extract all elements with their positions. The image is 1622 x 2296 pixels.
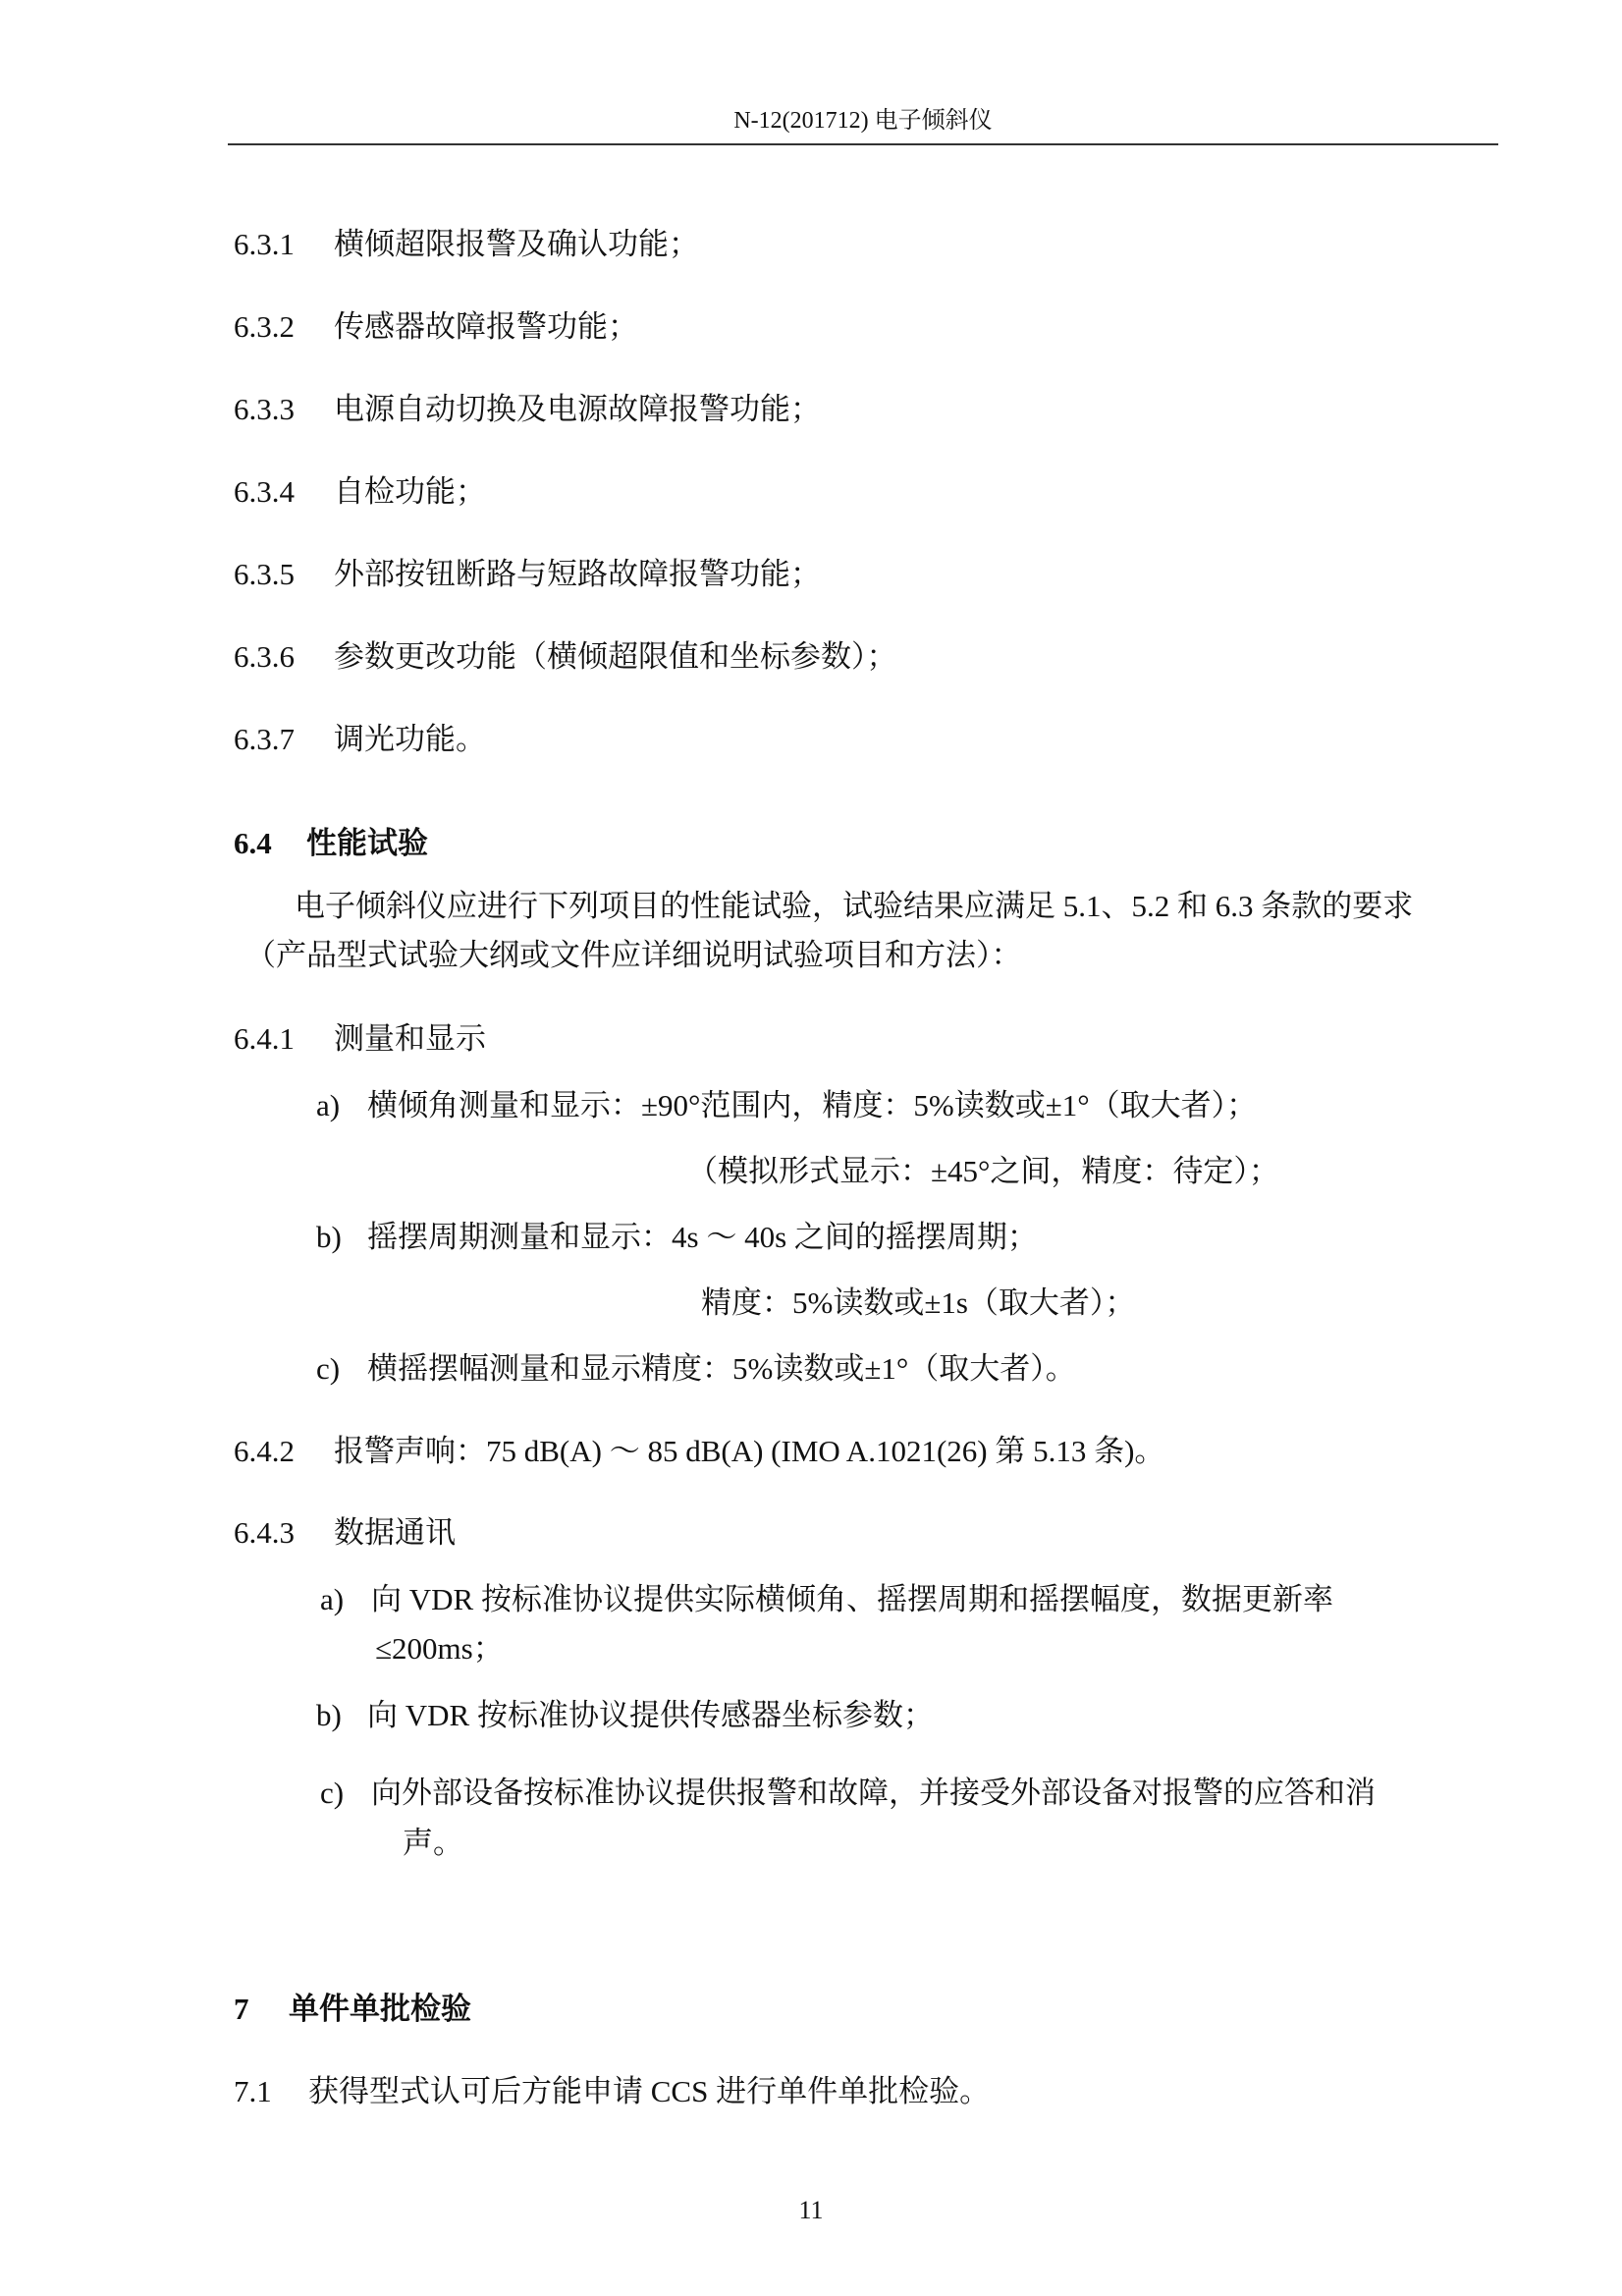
list-label: a) [320,1582,345,1616]
clause-6-3-3 [234,390,821,429]
list-text: 向 VDR 按标准协议提供传感器坐标参数； [367,1698,934,1732]
list-label: c) [320,1776,345,1810]
list-label: b) [316,1220,342,1254]
clause-text: 电源自动切换及电源故障报警功能； [334,392,821,426]
list-text: 横摇摆幅测量和显示精度：5%读数或±1°（取大者）。 [367,1351,1076,1386]
clause-number: 6.3.5 [234,557,295,591]
header-divider [228,143,1498,145]
clause-number: 6.4.2 [234,1434,295,1468]
list-item-6-4-1-c [316,1349,1076,1389]
clause-number: 6.3.2 [234,309,295,344]
list-text: 向 VDR 按标准协议提供实际横倾角、摇摆周期和摇摆幅度，数据更新率 [371,1582,1333,1616]
clause-text: 横倾超限报警及确认功能； [334,227,699,261]
clause-number: 7.1 [234,2074,272,2108]
clause-text: 外部按钮断路与短路故障报警功能； [334,557,821,591]
list-item-6-4-1-a-continuation: （模拟形式显示：±45°之间，精度：待定）； [687,1154,1279,1188]
section-title: 性能试验 [306,826,428,860]
clause-number: 6.3.6 [234,639,295,674]
clause-text: 参数更改功能（横倾超限值和坐标参数）； [334,639,897,674]
clause-number: 6.4.1 [234,1021,295,1056]
list-item-6-4-1-a [316,1086,1257,1125]
clause-6-3-2 [234,307,638,347]
clause-6-3-7 [234,720,486,759]
clause-text: 报警声响：75 dB(A) ～ 85 dB(A) (IMO A.1021(26) 第 5.13 条)。 [334,1434,1165,1468]
list-item-6-4-3-a [320,1580,1333,1619]
clause-6-3-6 [234,637,897,677]
clause-6-3-1 [234,225,699,264]
clause-text: 调光功能。 [334,722,486,756]
chapter-number: 7 [234,1992,249,2026]
list-label: c) [316,1351,341,1386]
list-text: 向外部设备按标准协议提供报警和故障，并接受外部设备对报警的应答和消 [371,1776,1376,1810]
clause-text: 传感器故障报警功能； [334,309,638,344]
clause-number: 6.4.3 [234,1515,295,1550]
list-item-6-4-3-b [316,1696,934,1735]
page-number: 11 [798,2196,824,2224]
clause-6-4-3 [234,1513,456,1553]
clause-7-1 [234,2072,990,2111]
list-item-6-4-3-c-continuation: 声。 [403,1826,463,1860]
list-item-6-4-3-c [320,1774,1376,1813]
section-number: 6.4 [234,826,272,860]
section-heading-6-4 [234,824,428,863]
clause-6-4-2 [234,1432,1164,1471]
clause-number: 6.3.7 [234,722,295,756]
list-text: 横倾角测量和显示：±90°范围内，精度：5%读数或±1°（取大者）； [367,1088,1258,1122]
clause-6-3-4 [234,472,486,512]
clause-number: 6.3.1 [234,227,295,261]
clause-6-3-5 [234,555,821,594]
chapter-heading-7 [234,1990,471,2029]
clause-text: 自检功能； [334,474,486,509]
clause-text: 数据通讯 [334,1515,456,1550]
list-text: 摇摆周期测量和显示：4s ～ 40s 之间的摇摆周期； [367,1220,1038,1254]
chapter-title: 单件单批检验 [289,1992,471,2026]
list-item-6-4-1-b-continuation: 精度：5%读数或±1s（取大者）； [701,1285,1136,1320]
list-label: b) [316,1698,342,1732]
clause-text: 获得型式认可后方能申请 CCS 进行单件单批检验。 [308,2074,991,2108]
clause-6-4-1 [234,1019,486,1059]
section-6-4-paragraph-line-2: （产品型式试验大纲或文件应详细说明试验项目和方法）： [245,938,1022,972]
list-item-6-4-1-b [316,1218,1038,1257]
clause-number: 6.3.3 [234,392,295,426]
section-6-4-paragraph-line-1: 电子倾斜仪应进行下列项目的性能试验，试验结果应满足 5.1、5.2 和 6.3 条款的要求 [295,889,1414,923]
clause-number: 6.3.4 [234,474,295,509]
list-label: a) [316,1088,341,1122]
page-header: N-12(201712) 电子倾斜仪 [733,108,993,134]
list-item-6-4-3-a-continuation: ≤200ms； [375,1631,504,1666]
clause-text: 测量和显示 [334,1021,486,1056]
